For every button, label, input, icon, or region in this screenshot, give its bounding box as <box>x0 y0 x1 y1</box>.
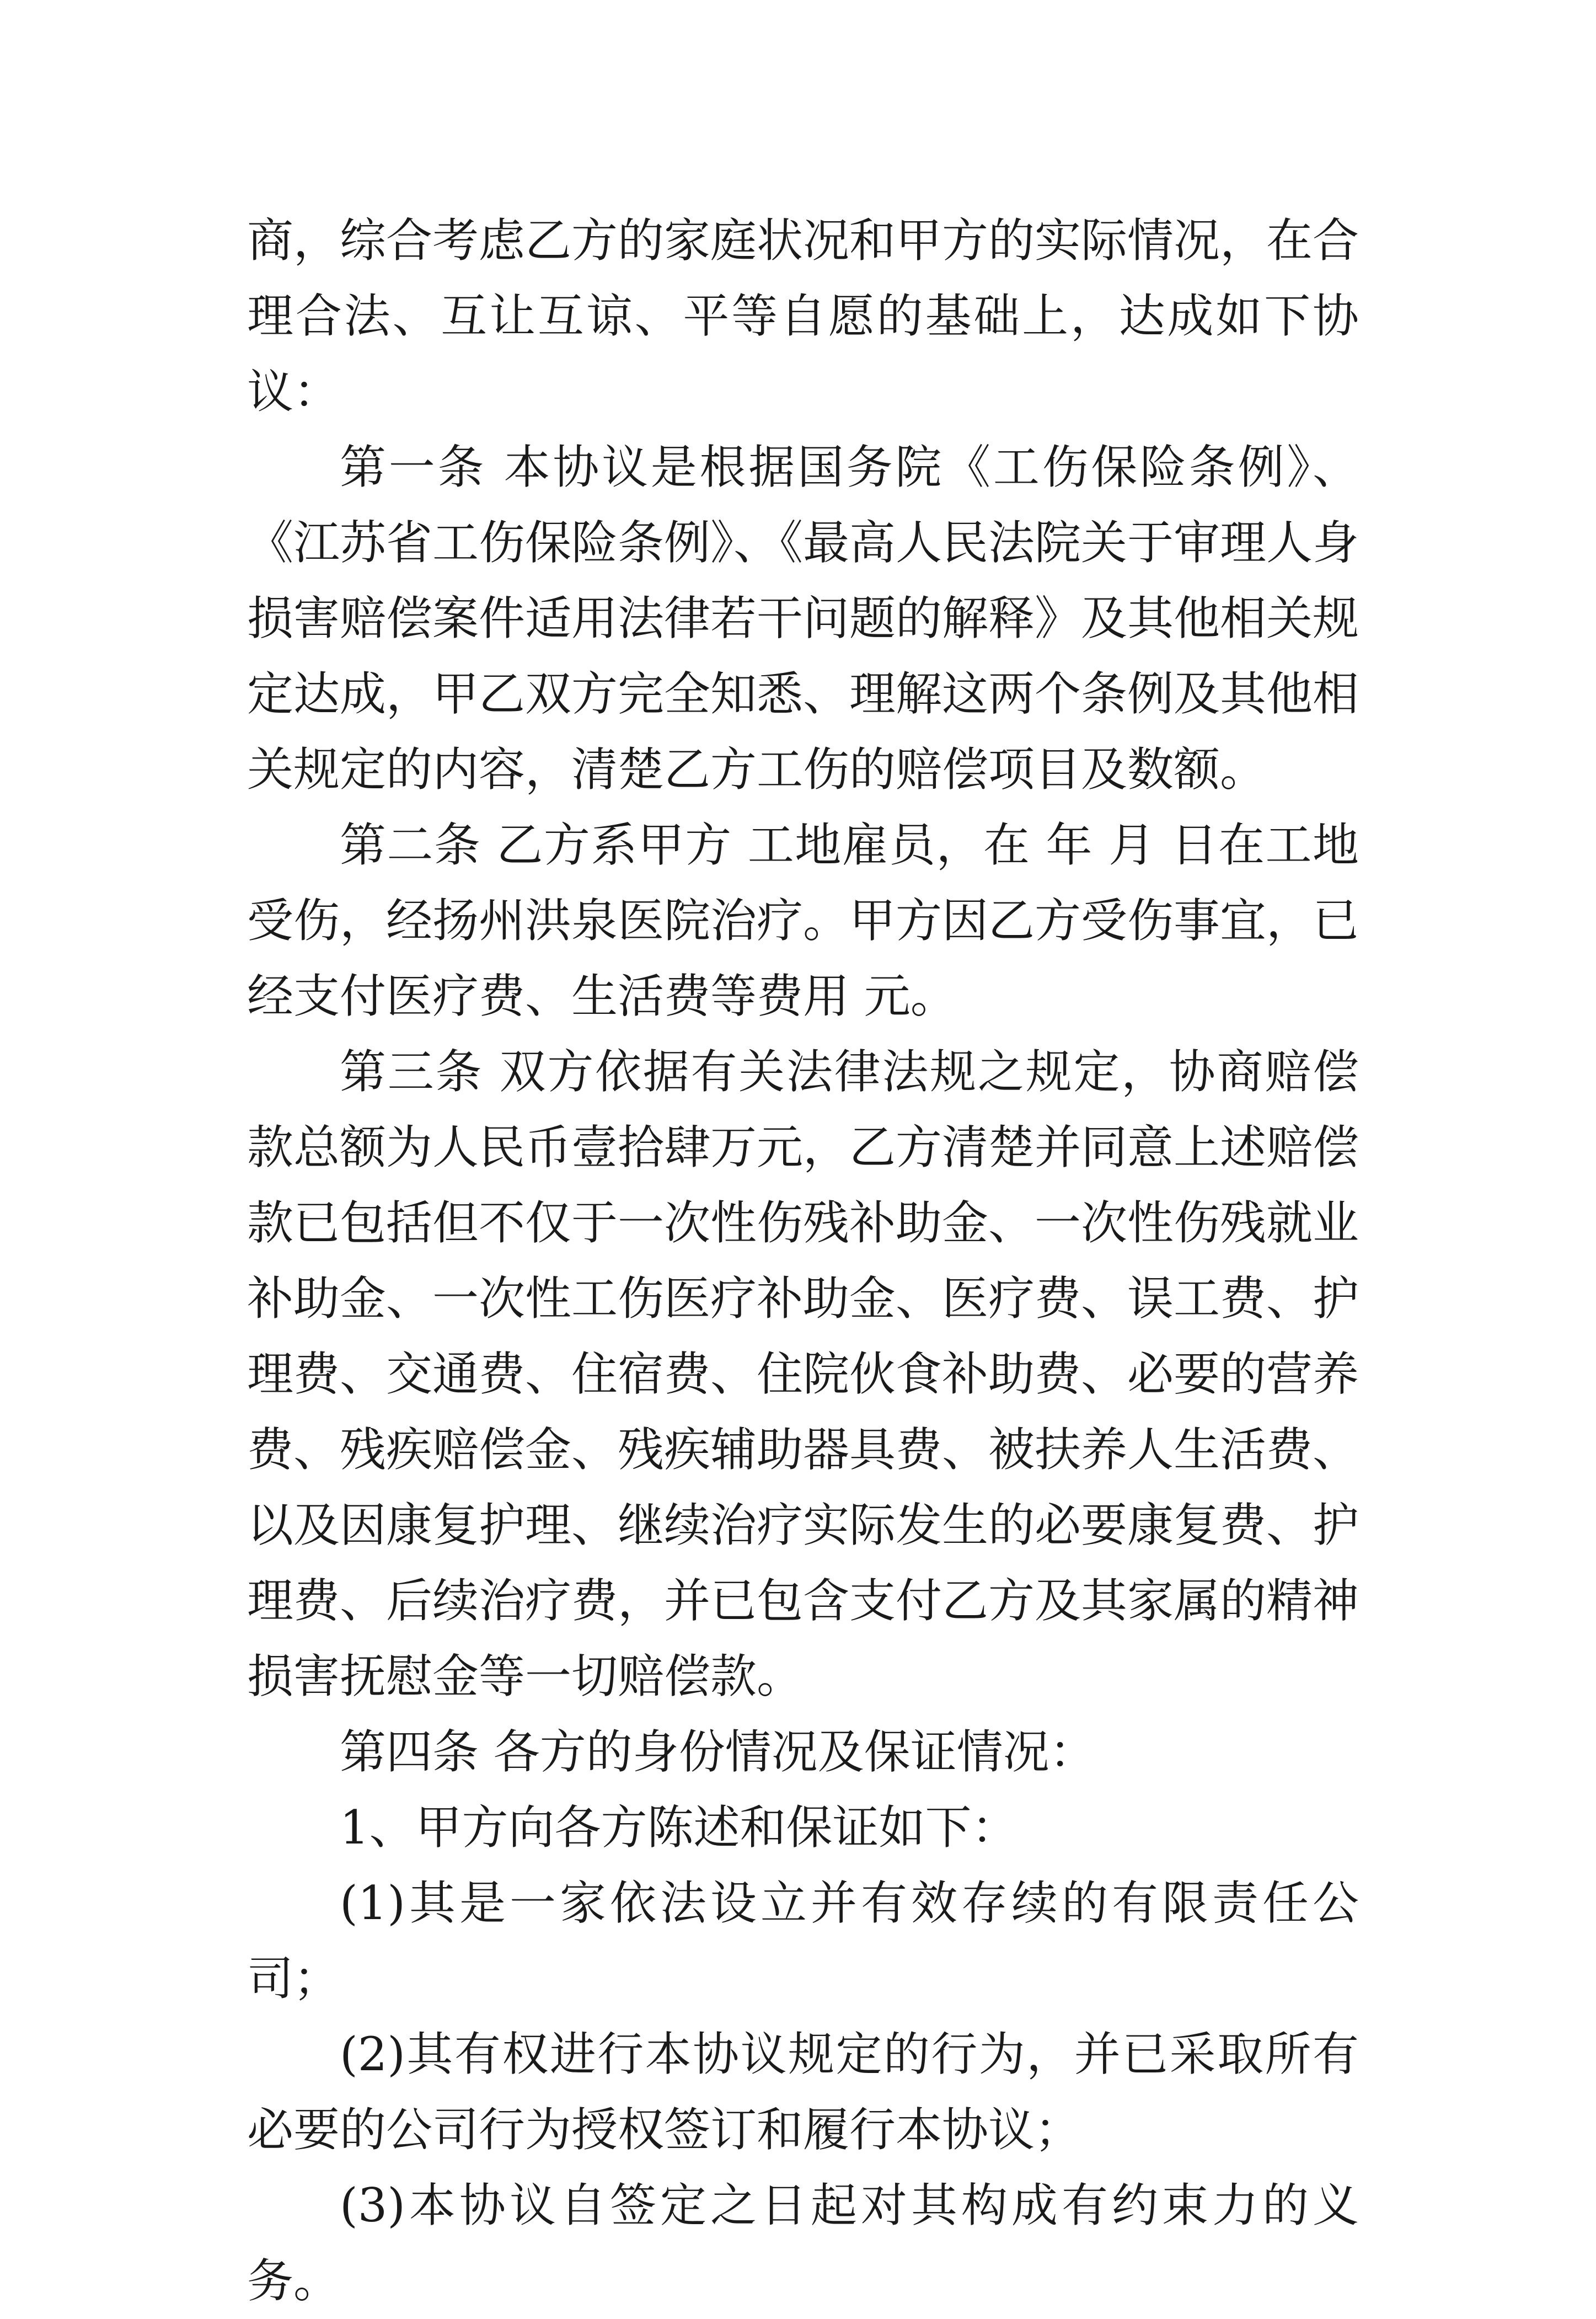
paragraph-subitem-2: (2)其有权进行本协议规定的行为，并已采取所有必要的公司行为授权签订和履行本协议； <box>247 2027 1359 2157</box>
paragraph-article-2: 第二条 乙方系甲方 工地雇员，在 年 月 日在工地受伤，经扬州洪泉医院治疗。甲方因乙方受伤事宜，已经支付医疗费、生活费等费用 元。 <box>247 818 1359 1023</box>
paragraph-preamble: 商，综合考虑乙方的家庭状况和甲方的实际情况，在合理合法、互让互谅、平等自愿的基础上，达成如下协议： <box>247 213 1359 419</box>
paragraph-article-4: 第四条 各方的身份情况及保证情况： <box>340 1725 1096 1779</box>
paragraph-article-3: 第三条 双方依据有关法律法规之规定，协商赔偿款总额为人民币壹拾肆万元，乙方清楚并同意上述赔偿款已包括但不仅于一次性伤残补助金、一次性伤残就业补助金、一次性工伤医疗补助金、医疗费、误工费、护理费、交通费、住宿费、住院伙食补助费、必要的营养费、残疾赔偿金、残疾辅助器具费、被扶养人生活费、以及因康复护理、继续治疗实际发生的必要康复费、护理费、后续治疗费，并已包含支付乙方及其家属的精神损害抚慰金等一切赔偿款。 <box>247 1045 1359 1703</box>
paragraph-item-1: 1、甲方向各方陈述和保证如下： <box>340 1800 1018 1855</box>
document-body <box>247 203 1359 2319</box>
paragraph-article-1: 第一条 本协议是根据国务院《工伤保险条例》、《江苏省工伤保险条例》、《最高人民法院关于审理人身损害赔偿案件适用法律若干问题的解释》及其他相关规定达成，甲乙双方完全知悉、理解这两个条例及其他相关规定的内容，清楚乙方工伤的赔偿项目及数额。 <box>247 440 1359 797</box>
paragraph-subitem-1: (1)其是一家依法设立并有效存续的有限责任公司； <box>247 1876 1359 2006</box>
paragraph-subitem-3: (3)本协议自签定之日起对其构成有约束力的义务。 <box>247 2178 1359 2308</box>
